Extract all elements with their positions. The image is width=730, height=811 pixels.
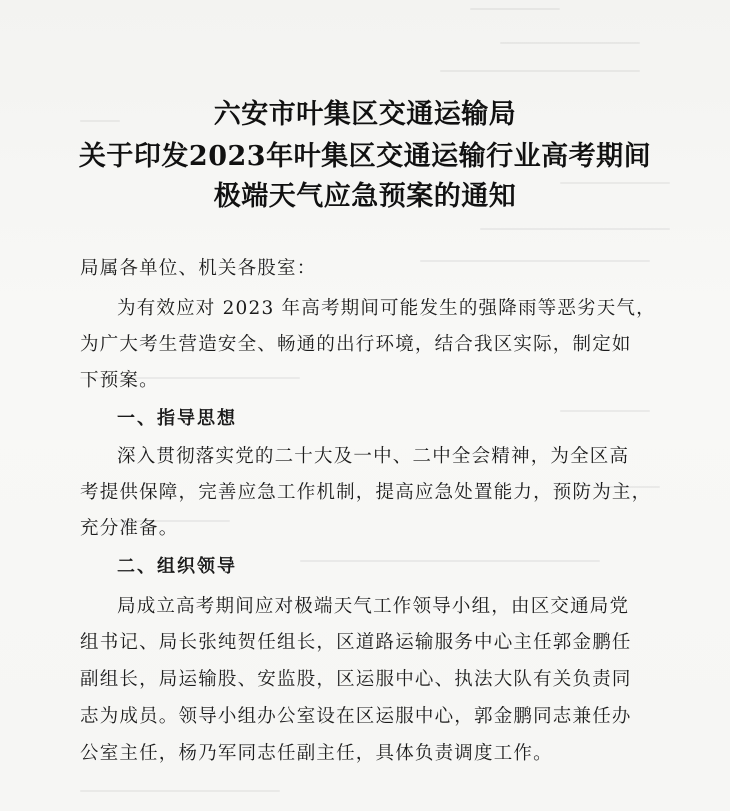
section-2-line-5: 公室主任，杨乃军同志任副主任，具体负责调度工作。: [80, 743, 553, 764]
document-title-line-3: 极端天气应急预案的通知: [213, 181, 517, 212]
section-1-line-2: 考提供保障，完善应急工作机制，提高应急处置能力，预防为主，: [80, 482, 652, 503]
section-1-line-3: 充分准备。: [80, 518, 179, 539]
document-title-line-2: 关于印发2023年叶集区交通运输行业高考期间: [78, 141, 652, 172]
intro-line-1: 为有效应对 2023 年高考期间可能发生的强降雨等恶劣天气，: [117, 298, 656, 319]
section-1-heading: 一、指导思想: [117, 408, 237, 429]
section-2-line-1: 局成立高考期间应对极端天气工作领导小组，由区交通局党: [117, 596, 630, 617]
intro-line-2: 为广大考生营造安全、畅通的出行环境，结合我区实际，制定如: [80, 334, 632, 355]
section-2-line-3: 副组长，局运输股、安监股，区运服中心、执法大队有关负责同: [80, 669, 632, 690]
salutation: 局属各单位、机关各股室：: [80, 258, 317, 279]
intro-line-3: 下预案。: [80, 370, 159, 391]
section-2-line-2: 组书记、局长张纯贺任组长，区道路运输服务中心主任郭金鹏任: [80, 632, 632, 653]
document-title-line-1: 六安市叶集区交通运输局: [213, 99, 517, 130]
section-2-line-4: 志为成员。领导小组办公室设在区运服中心，郭金鹏同志兼任办: [80, 706, 632, 727]
section-2-heading: 二、组织领导: [117, 556, 237, 577]
section-1-line-1: 深入贯彻落实党的二十大及一中、二中全会精神，为全区高: [117, 446, 630, 467]
